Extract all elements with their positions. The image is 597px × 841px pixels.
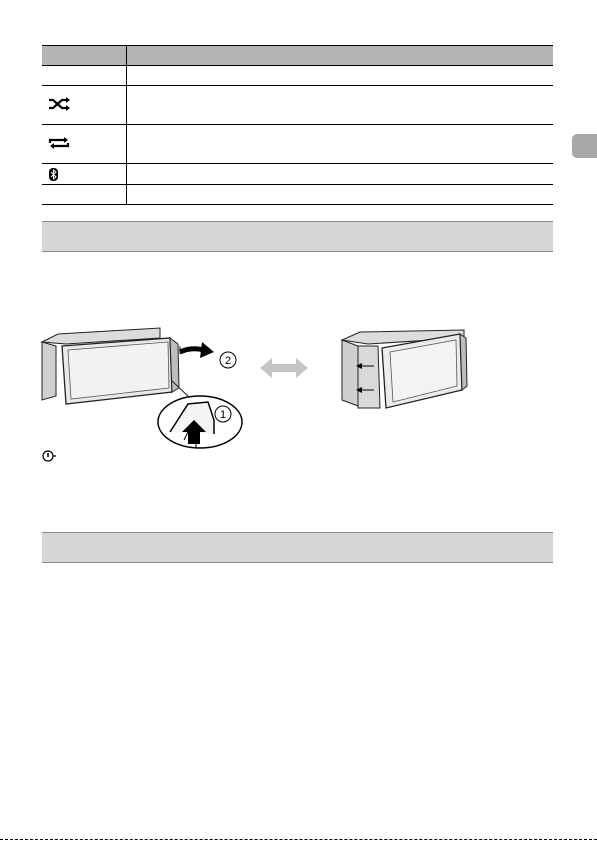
section-header-bar <box>42 532 553 563</box>
bluetooth-icon <box>46 166 60 182</box>
table-bottom-rule <box>42 204 553 205</box>
table-divider <box>42 163 553 164</box>
page-bottom-rule <box>0 839 597 840</box>
table-divider <box>42 124 553 125</box>
shuffle-icon <box>46 96 72 112</box>
table-header <box>42 46 553 65</box>
table-divider <box>42 184 553 185</box>
attach-panel-illustration <box>338 326 472 414</box>
table-header-divider <box>126 46 127 65</box>
important-icon <box>42 450 56 462</box>
double-arrow-icon <box>258 356 310 380</box>
table-column-divider <box>126 65 127 205</box>
callout-2: 2 <box>224 355 232 367</box>
section-header-bar <box>42 221 553 252</box>
table-divider <box>42 85 553 86</box>
repeat-icon <box>46 135 72 151</box>
callout-1: 1 <box>219 409 227 421</box>
detach-panel-illustration <box>38 322 248 450</box>
language-side-tab <box>572 134 597 158</box>
table-divider <box>42 65 553 66</box>
